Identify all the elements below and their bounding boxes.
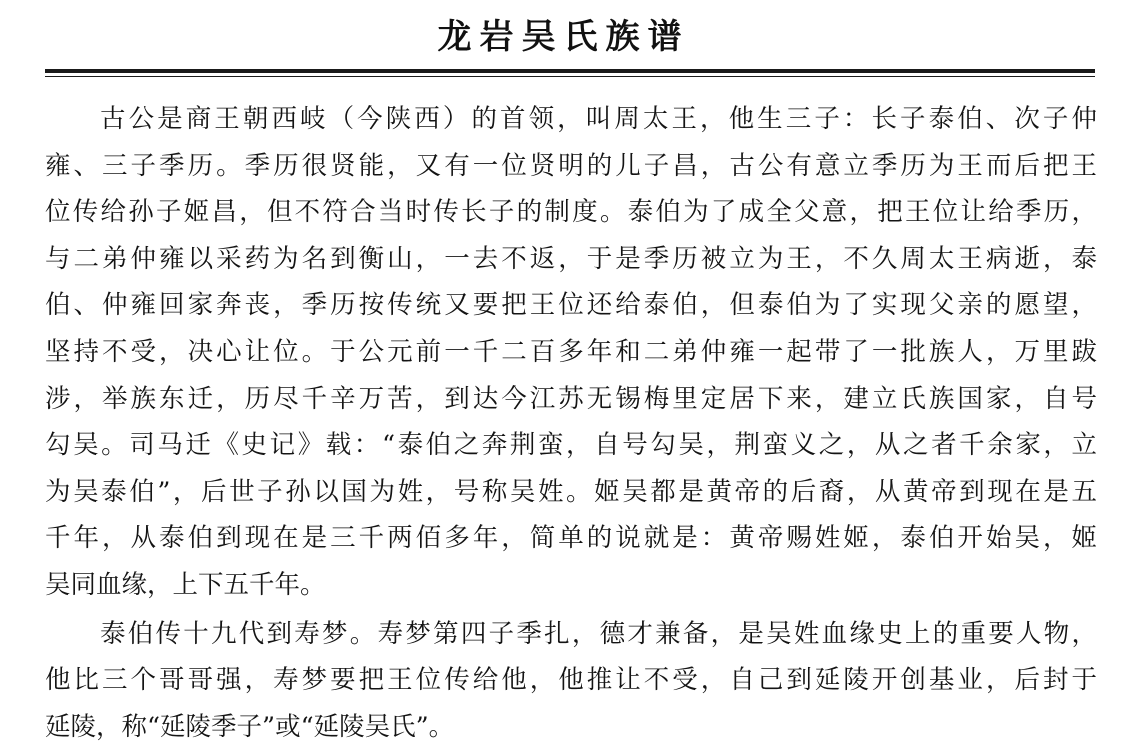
- paragraph-1-line-10: 千年，从泰伯到现在是三千两佰多年，简单的说就是：黄帝赐姓姬，泰伯开始吴，姬: [45, 523, 1097, 554]
- paragraph-1-line-1: 古公是商王朝西岐（今陕西）的首领，叫周太王，他生三子：长子泰伯、次子仲: [100, 104, 1097, 134]
- page-title: 龙岩吴氏族谱: [437, 17, 690, 57]
- paragraph-1-line-7: 涉，举族东迁，历尽千辛万苦，到达今江苏无锡梅里定居下来，建立氏族国家，自号: [45, 383, 1097, 414]
- title-rule-thick: [45, 69, 1095, 73]
- paragraph-2-line-1: 泰伯传十九代到寿梦。寿梦第四子季扎，德才兼备，是吴姓血缘史上的重要人物，: [100, 618, 1097, 649]
- paragraph-2-line-2: 他比三个哥哥强，寿梦要把王位传给他，他推让不受，自己到延陵开创基业，后封于: [45, 665, 1097, 696]
- paragraph-1-line-2: 雍、三子季历。季历很贤能，又有一位贤明的儿子昌，古公有意立季历为王而后把王: [45, 150, 1097, 181]
- paragraph-1-line-9: 为吴泰伯”，后世子孙以国为姓，号称吴姓。姬吴都是黄帝的后裔，从黄帝到现在是五: [45, 476, 1097, 507]
- paragraph-1-line-6: 坚持不受，决心让位。于公元前一千二百多年和二弟仲雍一起带了一批族人，万里跋: [45, 336, 1097, 367]
- paragraph-1-line-4: 与二弟仲雍以采药为名到衡山，一去不返，于是季历被立为王，不久周太王病逝，泰: [45, 243, 1097, 274]
- title-rule-thin: [45, 76, 1095, 77]
- paragraph-1-line-8: 勾吴。司马迁《史记》载：“泰伯之奔荆蛮，自号勾吴，荆蛮义之，从之者千余家，立: [45, 430, 1097, 461]
- paragraph-1-line-11: 吴同血缘，上下五千年。: [45, 569, 326, 600]
- body-text: [45, 96, 1097, 750]
- paragraph-1-line-5: 伯、仲雍回家奔丧，季历按传统又要把王位还给泰伯，但泰伯为了实现父亲的愿望，: [45, 290, 1097, 321]
- paragraph-1-line-3: 位传给孙子姬昌，但不符合当时传长子的制度。泰伯为了成全父意，把王位让给季历，: [45, 197, 1097, 228]
- paragraph-2-line-3: 延陵，称“延陵季子”或“延陵吴氏”。: [45, 711, 455, 742]
